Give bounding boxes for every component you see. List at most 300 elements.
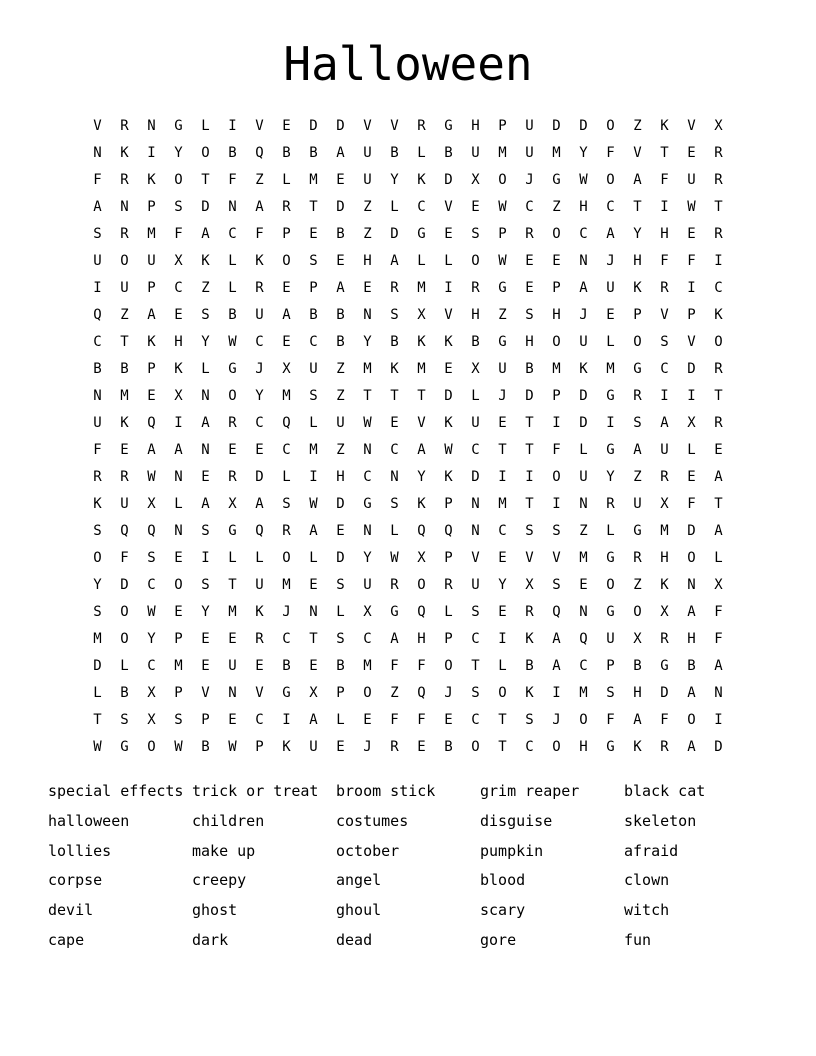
grid-letter: F (687, 495, 696, 512)
grid-letter: D (120, 576, 129, 593)
grid-letter: U (471, 576, 480, 593)
grid-letter: O (444, 657, 453, 674)
grid-letter: H (660, 225, 669, 242)
word-list-item: broom stick (336, 782, 436, 800)
grid-letter: K (255, 252, 264, 269)
grid-letter: B (228, 144, 237, 161)
grid-letter: Y (633, 225, 642, 242)
grid-letter: E (525, 252, 534, 269)
grid-letter: R (660, 468, 669, 485)
grid-letter: C (309, 333, 318, 350)
grid-letter: F (93, 171, 102, 188)
grid-letter: O (282, 549, 291, 566)
word-list-item: blood (480, 871, 526, 890)
grid-letter: K (147, 333, 156, 350)
grid-letter: A (687, 603, 696, 620)
grid-letter: B (120, 360, 129, 377)
grid-letter: H (579, 198, 588, 215)
grid-letter: D (336, 495, 345, 512)
grid-letter: R (525, 225, 534, 242)
grid-letter: X (660, 495, 669, 512)
grid-letter: H (579, 738, 588, 755)
grid-letter: S (336, 576, 345, 593)
grid-letter: U (255, 576, 264, 593)
grid-letter: O (471, 252, 480, 269)
grid-letter: S (525, 522, 534, 539)
grid-letter: L (93, 684, 102, 701)
grid-letter: U (228, 657, 237, 674)
grid-letter: F (606, 711, 615, 728)
grid-letter: E (336, 522, 345, 539)
grid-letter: Q (255, 144, 264, 161)
grid-letter: P (498, 117, 507, 134)
grid-letter: X (147, 684, 156, 701)
grid-letter: A (660, 414, 669, 431)
grid-letter: W (147, 468, 156, 485)
grid-letter: O (714, 333, 723, 350)
grid-letter: R (390, 576, 399, 593)
grid-letter: Q (552, 603, 561, 620)
grid-letter: L (606, 333, 615, 350)
grid-letter: G (228, 360, 237, 377)
grid-letter: O (552, 468, 561, 485)
grid-letter: K (417, 333, 426, 350)
grid-letter: K (714, 306, 723, 323)
grid-letter: E (255, 657, 264, 674)
grid-letter: I (444, 279, 453, 296)
grid-letter: X (363, 603, 372, 620)
grid-letter: W (579, 171, 588, 188)
grid-letter: A (633, 441, 642, 458)
grid-letter: U (579, 468, 588, 485)
grid-letter: E (174, 306, 183, 323)
grid-letter: E (498, 414, 507, 431)
grid-letter: K (120, 414, 129, 431)
grid-letter: Z (633, 576, 642, 593)
grid-letter: R (390, 738, 399, 755)
grid-letter: C (282, 630, 291, 647)
grid-letter: P (201, 711, 210, 728)
grid-letter: D (525, 387, 534, 404)
grid-letter: V (525, 549, 534, 566)
grid-letter: N (201, 387, 210, 404)
grid-letter: T (498, 441, 507, 458)
grid-letter: Y (606, 468, 615, 485)
grid-letter: D (93, 657, 102, 674)
grid-letter: E (552, 252, 561, 269)
grid-letter: G (363, 495, 372, 512)
grid-letter: T (120, 333, 129, 350)
grid-letter: S (633, 414, 642, 431)
grid-letter: Z (633, 117, 642, 134)
grid-letter: H (471, 117, 480, 134)
grid-letter: X (174, 252, 183, 269)
grid-letter: U (363, 171, 372, 188)
grid-letter: R (714, 171, 723, 188)
grid-letter: N (174, 522, 183, 539)
grid-letter: Z (201, 279, 210, 296)
grid-letter: F (174, 225, 183, 242)
grid-letter: X (525, 576, 534, 593)
grid-letter: T (525, 414, 534, 431)
grid-letter: A (633, 171, 642, 188)
grid-letter: R (417, 117, 426, 134)
grid-letter: L (174, 495, 183, 512)
grid-letter: E (255, 441, 264, 458)
grid-letter: D (714, 738, 723, 755)
grid-letter: X (471, 360, 480, 377)
grid-letter: E (390, 414, 399, 431)
grid-letter: U (606, 279, 615, 296)
grid-letter: U (93, 414, 102, 431)
grid-letter: C (471, 711, 480, 728)
grid-letter: A (633, 711, 642, 728)
grid-letter: B (336, 306, 345, 323)
grid-letter: G (228, 522, 237, 539)
grid-letter: H (174, 333, 183, 350)
grid-letter: I (606, 414, 615, 431)
grid-letter: X (660, 603, 669, 620)
grid-letter: D (687, 360, 696, 377)
grid-letter: I (552, 495, 561, 512)
grid-letter: K (660, 576, 669, 593)
grid-letter: S (147, 549, 156, 566)
grid-letter: V (687, 117, 696, 134)
grid-letter: Q (120, 522, 129, 539)
grid-letter: D (201, 198, 210, 215)
grid-letter: P (255, 738, 264, 755)
grid-letter: D (579, 414, 588, 431)
grid-letter: H (336, 468, 345, 485)
grid-letter: O (174, 576, 183, 593)
grid-letter: X (417, 549, 426, 566)
grid-letter: U (525, 144, 534, 161)
grid-letter: F (390, 711, 399, 728)
grid-letter: E (228, 630, 237, 647)
grid-letter: S (390, 495, 399, 512)
grid-letter: E (201, 657, 210, 674)
grid-letter: A (93, 198, 102, 215)
grid-letter: I (498, 630, 507, 647)
grid-letter: G (498, 333, 507, 350)
grid-letter: W (147, 603, 156, 620)
grid-letter: Q (147, 522, 156, 539)
grid-letter: E (282, 279, 291, 296)
grid-letter: D (336, 117, 345, 134)
grid-letter: B (336, 225, 345, 242)
grid-letter: N (93, 144, 102, 161)
word-list-item: dead (336, 930, 373, 949)
grid-letter: K (525, 630, 534, 647)
grid-letter: O (471, 738, 480, 755)
grid-letter: D (444, 387, 453, 404)
grid-letter: Q (255, 522, 264, 539)
grid-letter: E (579, 576, 588, 593)
grid-letter: B (633, 657, 642, 674)
grid-letter: O (552, 225, 561, 242)
grid-letter: A (714, 522, 723, 539)
grid-letter: T (714, 387, 723, 404)
grid-letter: N (228, 198, 237, 215)
grid-letter: I (309, 468, 318, 485)
grid-letter: F (660, 252, 669, 269)
grid-letter: K (633, 279, 642, 296)
grid-letter: C (282, 441, 291, 458)
grid-letter: E (228, 441, 237, 458)
grid-letter: I (93, 279, 102, 296)
grid-letter: R (633, 387, 642, 404)
grid-letter: O (633, 333, 642, 350)
grid-letter: A (201, 414, 210, 431)
grid-letter: P (444, 495, 453, 512)
grid-letter: I (552, 414, 561, 431)
grid-letter: N (363, 306, 372, 323)
grid-letter: Q (282, 414, 291, 431)
grid-letter: I (714, 252, 723, 269)
word-list (48, 779, 768, 958)
grid-letter: R (606, 495, 615, 512)
grid-letter: D (579, 387, 588, 404)
grid-letter: E (714, 441, 723, 458)
grid-letter: V (390, 117, 399, 134)
grid-letter: A (147, 441, 156, 458)
grid-letter: A (282, 306, 291, 323)
grid-letter: K (660, 117, 669, 134)
grid-letter: Y (174, 144, 183, 161)
grid-letter: D (552, 117, 561, 134)
grid-letter: A (201, 225, 210, 242)
grid-letter: U (579, 333, 588, 350)
grid-letter: H (525, 333, 534, 350)
grid-letter: S (309, 387, 318, 404)
grid-letter: L (417, 252, 426, 269)
word-list-item: scary (480, 901, 526, 920)
grid-letter: T (714, 198, 723, 215)
grid-letter: P (174, 684, 183, 701)
grid-letter: O (120, 603, 129, 620)
grid-letter: N (93, 387, 102, 404)
grid-letter: B (444, 144, 453, 161)
grid-letter: R (282, 198, 291, 215)
grid-letter: P (336, 684, 345, 701)
grid-letter: X (228, 495, 237, 512)
grid-letter: X (147, 711, 156, 728)
grid-letter: R (390, 279, 399, 296)
grid-letter: E (444, 225, 453, 242)
grid-letter: B (309, 144, 318, 161)
grid-letter: M (579, 684, 588, 701)
grid-letter: A (174, 441, 183, 458)
grid-letter: T (498, 738, 507, 755)
grid-letter: I (282, 711, 291, 728)
grid-letter: O (498, 684, 507, 701)
grid-letter: K (174, 360, 183, 377)
grid-letter: O (606, 576, 615, 593)
grid-letter: C (498, 522, 507, 539)
grid-letter: G (606, 738, 615, 755)
grid-letter: M (552, 144, 561, 161)
grid-letter: A (255, 198, 264, 215)
grid-letter: Y (390, 171, 399, 188)
grid-letter: A (579, 279, 588, 296)
grid-letter: R (228, 414, 237, 431)
grid-letter: Y (201, 333, 210, 350)
grid-letter: X (687, 414, 696, 431)
grid-letter: L (606, 522, 615, 539)
grid-letter: W (309, 495, 318, 512)
grid-letter: P (552, 387, 561, 404)
grid-letter: O (147, 738, 156, 755)
grid-letter: E (228, 711, 237, 728)
grid-letter: R (714, 144, 723, 161)
grid-letter: R (633, 549, 642, 566)
word-list-item: halloween (48, 811, 130, 830)
grid-letter: F (390, 657, 399, 674)
grid-letter: S (552, 522, 561, 539)
grid-letter: A (714, 468, 723, 485)
grid-letter: D (309, 117, 318, 134)
grid-letter: H (471, 306, 480, 323)
grid-letter: Z (552, 198, 561, 215)
grid-letter: S (660, 333, 669, 350)
grid-letter: A (147, 306, 156, 323)
grid-letter: V (444, 306, 453, 323)
grid-letter: K (147, 171, 156, 188)
grid-letter: Z (390, 684, 399, 701)
word-list-item: trick or treat (192, 782, 319, 800)
grid-letter: C (525, 198, 534, 215)
grid-letter: I (525, 468, 534, 485)
grid-letter: F (714, 630, 723, 647)
grid-letter: R (120, 171, 129, 188)
grid-letter: O (633, 603, 642, 620)
grid-letter: R (255, 279, 264, 296)
grid-letter: U (471, 414, 480, 431)
grid-letter: F (228, 171, 237, 188)
grid-letter: G (606, 603, 615, 620)
grid-letter: H (633, 252, 642, 269)
word-list-item: witch (624, 901, 670, 920)
grid-letter: S (471, 684, 480, 701)
grid-letter: O (120, 252, 129, 269)
grid-letter: P (444, 549, 453, 566)
grid-letter: G (390, 603, 399, 620)
grid-letter: P (687, 306, 696, 323)
grid-letter: L (228, 252, 237, 269)
grid-letter: R (228, 468, 237, 485)
grid-letter: M (120, 387, 129, 404)
grid-letter: N (363, 522, 372, 539)
letter-grid (84, 112, 732, 760)
grid-letter: M (309, 441, 318, 458)
grid-letter: M (93, 630, 102, 647)
grid-letter: R (471, 279, 480, 296)
grid-letter: L (687, 441, 696, 458)
grid-letter: L (282, 468, 291, 485)
word-list-item: ghoul (336, 901, 382, 920)
grid-letter: G (174, 117, 183, 134)
grid-letter: M (552, 360, 561, 377)
grid-letter: S (174, 198, 183, 215)
grid-letter: O (174, 171, 183, 188)
grid-letter: E (498, 603, 507, 620)
grid-letter: R (120, 468, 129, 485)
grid-letter: S (471, 603, 480, 620)
page-title: Halloween (283, 37, 533, 91)
grid-letter: U (525, 117, 534, 134)
grid-letter: V (687, 333, 696, 350)
grid-letter: E (309, 225, 318, 242)
grid-letter: B (93, 360, 102, 377)
grid-letter: X (633, 630, 642, 647)
grid-letter: W (228, 738, 237, 755)
grid-letter: S (201, 306, 210, 323)
grid-letter: L (255, 549, 264, 566)
grid-letter: C (255, 333, 264, 350)
grid-letter: Y (498, 576, 507, 593)
grid-letter: M (498, 495, 507, 512)
grid-letter: Q (417, 522, 426, 539)
grid-letter: E (363, 279, 372, 296)
grid-letter: Z (120, 306, 129, 323)
grid-letter: S (93, 522, 102, 539)
grid-letter: O (498, 171, 507, 188)
grid-letter: L (390, 522, 399, 539)
grid-letter: U (606, 630, 615, 647)
grid-letter: G (633, 522, 642, 539)
grid-letter: T (660, 144, 669, 161)
grid-letter: Q (579, 630, 588, 647)
grid-letter: G (417, 225, 426, 242)
grid-letter: G (498, 279, 507, 296)
grid-letter: J (525, 171, 534, 188)
word-list-item: special effects (48, 782, 184, 800)
grid-letter: A (201, 495, 210, 512)
grid-letter: I (687, 279, 696, 296)
grid-letter: U (93, 252, 102, 269)
grid-letter: T (525, 441, 534, 458)
grid-letter: G (606, 441, 615, 458)
word-list-item: dark (192, 930, 229, 949)
grid-letter: U (309, 360, 318, 377)
grid-letter: O (579, 711, 588, 728)
grid-letter: E (336, 738, 345, 755)
grid-letter: U (120, 495, 129, 512)
grid-letter: L (390, 198, 399, 215)
grid-letter: M (228, 603, 237, 620)
grid-letter: X (714, 576, 723, 593)
grid-letter: B (390, 333, 399, 350)
grid-letter: L (444, 603, 453, 620)
grid-letter: C (579, 225, 588, 242)
grid-letter: B (282, 144, 291, 161)
grid-letter: K (444, 468, 453, 485)
grid-letter: T (714, 495, 723, 512)
grid-letter: O (552, 333, 561, 350)
grid-letter: Q (147, 414, 156, 431)
grid-letter: M (363, 657, 372, 674)
grid-letter: L (444, 252, 453, 269)
grid-letter: C (579, 657, 588, 674)
grid-letter: Z (633, 468, 642, 485)
word-list-item: disguise (480, 811, 553, 830)
grid-letter: B (390, 144, 399, 161)
grid-letter: O (120, 630, 129, 647)
grid-letter: E (120, 441, 129, 458)
grid-letter: F (552, 441, 561, 458)
grid-letter: N (174, 468, 183, 485)
grid-letter: B (309, 306, 318, 323)
